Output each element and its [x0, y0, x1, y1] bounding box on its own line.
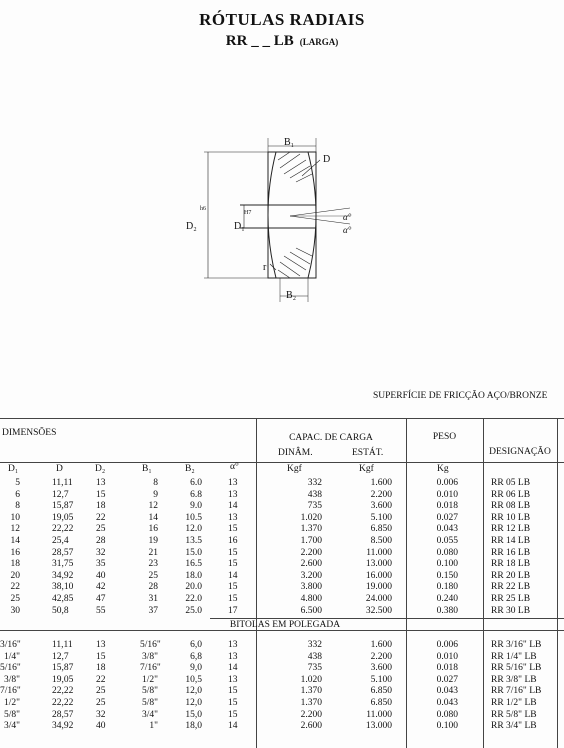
cell: 3/4" — [141, 709, 158, 720]
cell: 15 — [228, 582, 238, 593]
cell: 0.055 — [436, 536, 458, 546]
unit-estat: Kgf — [359, 464, 374, 474]
cell: 14 — [10, 536, 20, 546]
cell: 12,7 — [52, 489, 69, 500]
col-b1: B₁ — [142, 464, 152, 474]
cell: 3/8" — [141, 651, 158, 662]
cell: 5/8" — [3, 709, 20, 720]
label-alpha-upper: α° — [343, 212, 352, 222]
subtitle-paren: (LARGA) — [299, 37, 339, 47]
cell: RR 20 LB — [491, 570, 531, 581]
cell: 11,11 — [52, 640, 73, 650]
cell: 28,57 — [52, 709, 74, 720]
cell: 13.000 — [365, 559, 392, 570]
cell: 1.370 — [300, 524, 322, 535]
cell: 8.500 — [370, 536, 392, 546]
cell: 42,85 — [52, 594, 74, 604]
cell: 15,0 — [185, 709, 202, 720]
cell: 735 — [307, 663, 322, 674]
cell: 13 — [228, 640, 238, 650]
cell: 3.600 — [370, 663, 392, 674]
cell: 24.000 — [365, 594, 392, 604]
cell: 25 — [148, 570, 158, 581]
group-dimensoes: DIMENSÕES — [2, 428, 57, 438]
cell: 14 — [148, 512, 158, 523]
cell: 7/16" — [0, 686, 21, 697]
cell: 13 — [228, 489, 238, 500]
cell: 34,92 — [52, 721, 74, 732]
cell: 17 — [228, 605, 238, 616]
unit-dinam: Kgf — [287, 464, 302, 474]
cell: 19,05 — [52, 674, 74, 685]
cell: 28 — [148, 582, 158, 593]
inch-caption: BITOLAS EM POLEGADA — [229, 620, 341, 630]
cell: 16.5 — [185, 559, 202, 570]
cell: 735 — [307, 501, 322, 512]
cell: 0.180 — [436, 582, 458, 593]
cell: RR 3/8" LB — [491, 674, 537, 685]
cell: 22,22 — [52, 524, 74, 535]
cell: 0.100 — [436, 721, 458, 732]
cell: 0.010 — [436, 651, 458, 662]
cell: 30 — [10, 605, 20, 616]
cell: 13.000 — [365, 721, 392, 732]
cell: 22 — [10, 582, 20, 593]
cell: 6,8 — [190, 651, 202, 662]
cell: 15,87 — [52, 501, 74, 512]
col-alpha: α° — [230, 462, 239, 472]
cell: 11.000 — [366, 709, 392, 720]
cell: 37 — [148, 605, 158, 616]
subtitle-main: RR _ _ LB — [225, 33, 294, 49]
cell: 25.0 — [185, 605, 202, 616]
label-d: D — [323, 154, 331, 165]
specs-table — [0, 418, 564, 748]
cell: 16 — [148, 524, 158, 535]
cell: 16.000 — [365, 570, 392, 581]
label-h6: h6 — [200, 206, 206, 212]
cell: 0.043 — [436, 686, 458, 697]
cell: 14 — [228, 570, 238, 581]
cell: 13 — [228, 478, 238, 488]
page-subtitle — [0, 33, 564, 50]
cell: 31,75 — [52, 559, 74, 570]
cell: 31 — [148, 594, 158, 604]
cell: 8 — [153, 478, 158, 488]
cell: 5/8" — [141, 698, 158, 708]
cell: 0.080 — [436, 547, 458, 558]
group-capac: CAPAC. DE CARGA — [289, 433, 373, 443]
cell: 0.006 — [436, 640, 458, 650]
cell: 2.200 — [370, 489, 392, 500]
cell: 0.018 — [436, 501, 458, 512]
cell: 1.700 — [300, 536, 322, 546]
cell: 9.0 — [190, 501, 202, 512]
cell: 25 — [96, 524, 106, 535]
cell: 5.100 — [370, 674, 392, 685]
cell: RR 7/16" LB — [491, 686, 542, 697]
col-d2: D₂ — [95, 464, 106, 474]
cell: 19 — [148, 536, 158, 546]
cell: 1.020 — [300, 512, 322, 523]
cell: 18 — [96, 663, 106, 674]
label-d1: D₁ — [234, 221, 245, 232]
cell: 5 — [15, 478, 20, 488]
cell: 28,57 — [52, 547, 74, 558]
cell: 18 — [96, 501, 106, 512]
cell: 9 — [153, 489, 158, 500]
label-r: r — [263, 262, 267, 273]
cell: 40 — [96, 570, 106, 581]
cell: 40 — [96, 721, 106, 732]
cell: 15 — [228, 709, 238, 720]
cell: 1/4" — [3, 651, 20, 662]
cell: 32 — [96, 709, 106, 720]
col-d: D — [56, 464, 63, 474]
cell: 3/4" — [3, 721, 20, 732]
cell: 14 — [228, 721, 238, 732]
cell: 12,0 — [185, 686, 202, 697]
cell: 15 — [228, 594, 238, 604]
cell: 5/16" — [0, 663, 21, 674]
cell: 6.8 — [190, 489, 202, 500]
cell: 22,22 — [52, 686, 74, 697]
cell: 1.370 — [300, 686, 322, 697]
friction-surface-note: SUPERFÍCIE DE FRICÇÃO AÇO/BRONZE — [373, 391, 548, 401]
cell: 15 — [228, 559, 238, 570]
cell: 3/16" — [0, 640, 21, 650]
cell: 19.000 — [365, 582, 392, 593]
cell: 50,8 — [52, 605, 69, 616]
cell: 332 — [307, 478, 322, 488]
cell: 25 — [96, 686, 106, 697]
cell: RR 08 LB — [491, 501, 531, 512]
cell: 0.150 — [436, 570, 458, 581]
cell: 3/8" — [3, 674, 20, 685]
cell: 12 — [10, 524, 20, 535]
label-b1: B₁ — [284, 137, 295, 148]
cell: 3.600 — [370, 501, 392, 512]
cell: 32 — [96, 547, 106, 558]
cell: 0.043 — [436, 524, 458, 535]
cell: 16 — [228, 536, 238, 546]
cell: 15 — [228, 686, 238, 697]
cell: 12 — [148, 501, 158, 512]
cell: RR 1/2" LB — [491, 698, 537, 708]
cell: 13 — [228, 651, 238, 662]
cell: 4.800 — [300, 594, 322, 604]
cell: 15 — [228, 698, 238, 708]
cell: 38,10 — [52, 582, 74, 593]
cell: 2.600 — [300, 559, 322, 570]
cell: 18.0 — [185, 570, 202, 581]
cell: 15 — [96, 651, 106, 662]
cell: RR 16 LB — [491, 547, 531, 558]
col-dinam: DINÂM. — [278, 448, 313, 458]
cell: 11,11 — [52, 478, 73, 488]
cell: 25 — [10, 594, 20, 604]
cell: 15 — [228, 547, 238, 558]
cell: 6.0 — [190, 478, 202, 488]
cell: 20 — [10, 570, 20, 581]
cell: RR 14 LB — [491, 536, 531, 546]
cell: 19,05 — [52, 512, 74, 523]
cell: 35 — [96, 559, 106, 570]
cell: 28 — [96, 536, 106, 546]
cell: 13.5 — [185, 536, 202, 546]
cell: 20.0 — [185, 582, 202, 593]
label-b2: B₂ — [286, 290, 297, 301]
cell: 0.380 — [436, 605, 458, 616]
cell: 10.5 — [185, 512, 202, 523]
cell: 0.027 — [436, 512, 458, 523]
cell: RR 22 LB — [491, 582, 531, 593]
cell: 3.800 — [300, 582, 322, 593]
cell: 2.200 — [300, 709, 322, 720]
cell: 1.020 — [300, 674, 322, 685]
cell: 2.200 — [370, 651, 392, 662]
cell: 22 — [96, 674, 106, 685]
cell: 1.370 — [300, 698, 322, 708]
cell: 55 — [96, 605, 106, 616]
col-b2: B₂ — [185, 464, 195, 474]
cell: 15 — [96, 489, 106, 500]
cell: 11.000 — [366, 547, 392, 558]
cell: 15 — [228, 524, 238, 535]
cell: 42 — [96, 582, 106, 593]
cell: 9,0 — [190, 663, 202, 674]
cell: 25 — [96, 698, 106, 708]
cell: 13 — [96, 640, 106, 650]
cell: 0.240 — [436, 594, 458, 604]
cell: 6.500 — [300, 605, 322, 616]
cell: 12,7 — [52, 651, 69, 662]
label-h7: H7 — [244, 210, 252, 216]
col-estat: ESTÁT. — [352, 448, 384, 458]
cell: 0.006 — [436, 478, 458, 488]
cell: RR 12 LB — [491, 524, 531, 535]
cell: 5.100 — [370, 512, 392, 523]
cell: RR 5/16" LB — [491, 663, 542, 674]
cell: RR 10 LB — [491, 512, 531, 523]
cell: 18,0 — [185, 721, 202, 732]
cell: 5/16" — [140, 640, 161, 650]
cell: 13 — [228, 512, 238, 523]
cell: 438 — [307, 489, 322, 500]
cell: 1/2" — [141, 674, 158, 685]
cell: 8 — [15, 501, 20, 512]
cell: RR 3/4" LB — [491, 721, 537, 732]
cell: 22.0 — [185, 594, 202, 604]
col-kg: Kg — [437, 464, 449, 474]
cell: 15,87 — [52, 663, 74, 674]
cell: 0.010 — [436, 489, 458, 500]
cell: 6.850 — [370, 698, 392, 708]
cell: 10,5 — [185, 674, 202, 685]
cell: 12.0 — [185, 524, 202, 535]
cell: 18 — [10, 559, 20, 570]
cell: 13 — [96, 478, 106, 488]
cell: RR 06 LB — [491, 489, 531, 500]
cell: 6,0 — [190, 640, 202, 650]
cell: 34,92 — [52, 570, 74, 581]
cell: 7/16" — [140, 663, 161, 674]
label-d2: D₂ — [186, 221, 197, 232]
cell: 25,4 — [52, 536, 69, 546]
cell: RR 18 LB — [491, 559, 531, 570]
cell: RR 3/16" LB — [491, 640, 542, 650]
group-designacao: DESIGNAÇÃO — [489, 447, 551, 457]
cell: 0.080 — [436, 709, 458, 720]
cell: 6.850 — [370, 686, 392, 697]
cell: 0.018 — [436, 663, 458, 674]
cell: RR 5/8" LB — [491, 709, 537, 720]
cell: 15.0 — [185, 547, 202, 558]
cell: 438 — [307, 651, 322, 662]
cell: 3.200 — [300, 570, 322, 581]
page-title: RÓTULAS RADIAIS — [199, 10, 365, 29]
cell: 32.500 — [365, 605, 392, 616]
cell: 0.100 — [436, 559, 458, 570]
cell: 1.600 — [370, 640, 392, 650]
col-d1: D₁ — [8, 464, 19, 474]
cell: RR 05 LB — [491, 478, 531, 488]
cell: RR 25 LB — [491, 594, 531, 604]
cell: RR 30 LB — [491, 605, 531, 616]
cell: 22 — [96, 512, 106, 523]
cell: 1/2" — [3, 698, 20, 708]
cell: 0.027 — [436, 674, 458, 685]
cell: 1" — [149, 721, 158, 732]
cell: 5/8" — [141, 686, 158, 697]
cell: 47 — [96, 594, 106, 604]
cell: 1.600 — [370, 478, 392, 488]
cell: 14 — [228, 501, 238, 512]
cell: 16 — [10, 547, 20, 558]
cell: 22,22 — [52, 698, 74, 708]
cell: 12,0 — [185, 698, 202, 708]
cell: 6 — [15, 489, 20, 500]
cell: 332 — [307, 640, 322, 650]
cell: 2.200 — [300, 547, 322, 558]
cell: 0.043 — [436, 698, 458, 708]
cell: RR 1/4" LB — [491, 651, 537, 662]
cell: 13 — [228, 674, 238, 685]
cell: 2.600 — [300, 721, 322, 732]
cell: 6.850 — [370, 524, 392, 535]
group-peso: PESO — [432, 432, 457, 442]
label-alpha-lower: α° — [343, 225, 352, 235]
cell: 14 — [228, 663, 238, 674]
cell: 10 — [10, 512, 20, 523]
cell: 21 — [148, 547, 158, 558]
cell: 23 — [148, 559, 158, 570]
